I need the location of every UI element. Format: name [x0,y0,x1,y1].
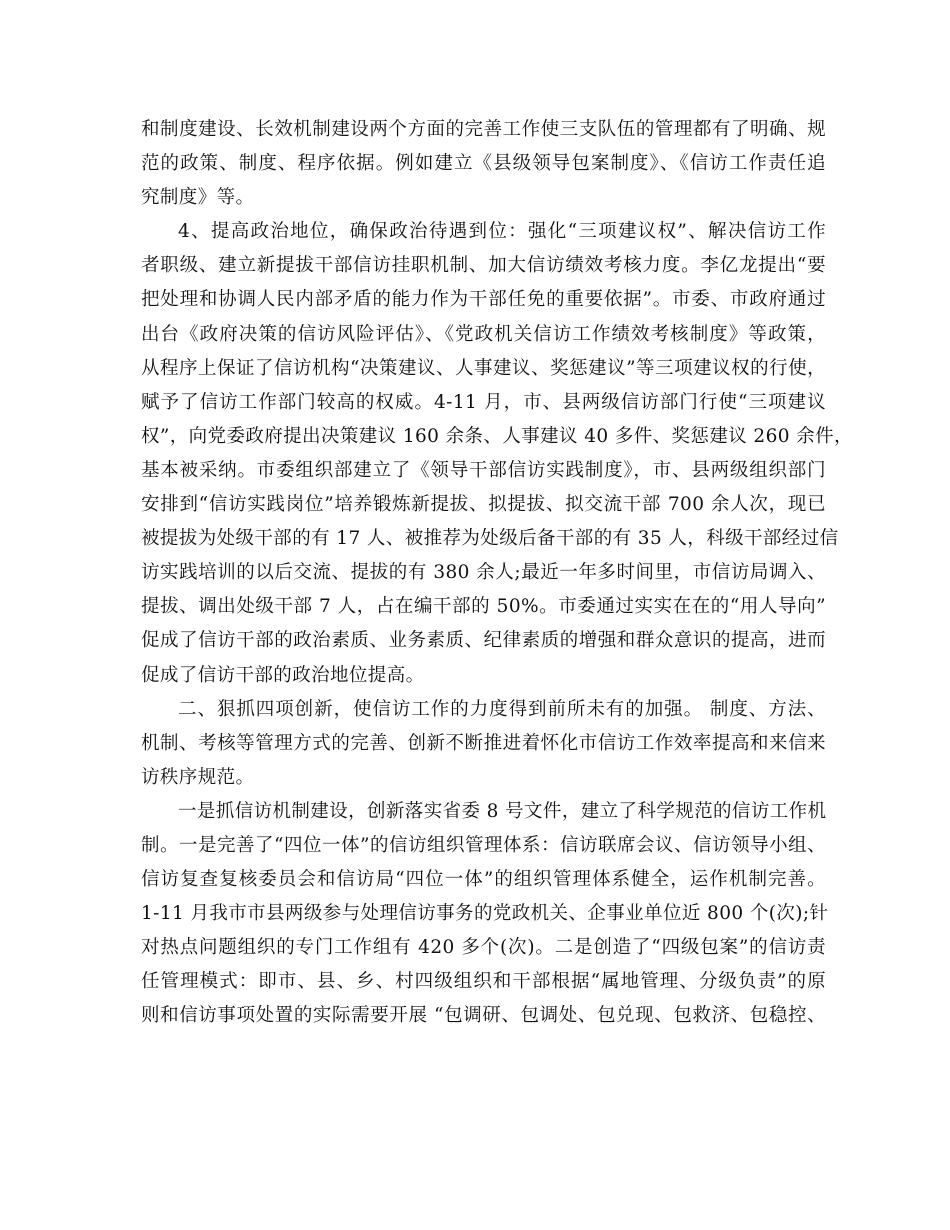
paragraph-1 [141,113,826,215]
paragraph-4 [141,795,829,1034]
text-line: 权”，向党委政府提出决策建议 160 余条、人事建议 40 多件、奖惩建议 260 余件， [141,425,853,447]
text-line: 则和信访事项处置的实际需要开展 “包调研、包调处、包兑现、包救济、包稳控、 [141,1005,826,1027]
text-line: 和制度建设、长效机制建设两个方面的完善工作使三支队伍的管理都有了明确、规 [141,119,826,140]
text-line: 究制度》等。 [141,187,255,209]
text-line: 赋予了信访工作部门较高的权威。4-11 月，市、县两级信访部门行使“三项建议 [141,391,826,413]
text-line: 从程序上保证了信访机构“决策建议、人事建议、奖惩建议”等三项建议权的行使， [141,357,826,379]
text-line: 促成了信访干部的政治素质、业务素质、纪律素质的增强和群众意识的提高，进而 [141,630,826,652]
text-line: 出台《政府决策的信访风险评估》、《党政机关信访工作绩效考核制度》等政策， [141,323,826,345]
text-line: 范的政策、制度、程序依据。例如建立《县级领导包案制度》、《信访工作责任追 [141,153,826,175]
text-line: 提拔、调出处级干部 7 人，占在编干部的 50%。市委通过实实在在的“用人导向” [141,596,826,618]
text-line: 制。一是完善了“四位一体”的信访组织管理体系：信访联席会议、信访领导小组、 [141,834,826,856]
text-line: 1-11 月我市市县两级参与处理信访事务的党政机关、企事业单位近 800 个(次);针 [141,903,829,925]
text-line: 基本被采纳。市委组织部建立了《领导干部信访实践制度》，市、县两级组织部门 [141,459,826,481]
text-line: 者职级、建立新提拔干部信访挂职机制、加大信访绩效考核力度。李亿龙提出“要 [141,255,826,277]
text-line: 二、狠抓四项创新，使信访工作的力度得到前所未有的加强。 制度、方法、 [178,698,826,720]
text-line: 机制、考核等管理方式的完善、创新不断推进着怀化市信访工作效率提高和来信来 [141,732,826,754]
text-line: 访实践培训的以后交流、提拔的有 380 余人;最近一年多时间里，市信访局调入、 [141,562,826,584]
text-line: 对热点问题组织的专门工作组有 420 多个(次)。二是创造了“四级包案”的信访责 [141,937,826,959]
paragraph-3 [141,693,826,795]
text-line: 促成了信访干部的政治地位提高。 [141,664,425,686]
text-line: 安排到“信访实践岗位”培养锻炼新提拔、拟提拔、拟交流干部 700 余人次，现已 [141,494,826,516]
paragraph-2 [141,215,853,692]
text-line: 访秩序规范。 [141,766,255,788]
text-line: 任管理模式：即市、县、乡、村四级组织和干部根据“属地管理、分级负责”的原 [141,971,826,993]
body-text [141,113,853,1034]
text-line: 被提拔为处级干部的有 17 人、被推荐为处级后备干部的有 35 人，科级干部经过信 [141,528,839,550]
text-line: 把处理和协调人民内部矛盾的能力作为干部任免的重要依据”。市委、市政府通过 [141,289,826,311]
text-line: 一是抓信访机制建设，创新落实省委 8 号文件，建立了科学规范的信访工作机 [178,800,827,822]
text-line: 信访复查复核委员会和信访局“四位一体”的组织管理体系健全，运作机制完善。 [141,869,826,891]
text-line: 4、提高政治地位，确保政治待遇到位：强化“三项建议权”、解决信访工作 [178,221,826,243]
